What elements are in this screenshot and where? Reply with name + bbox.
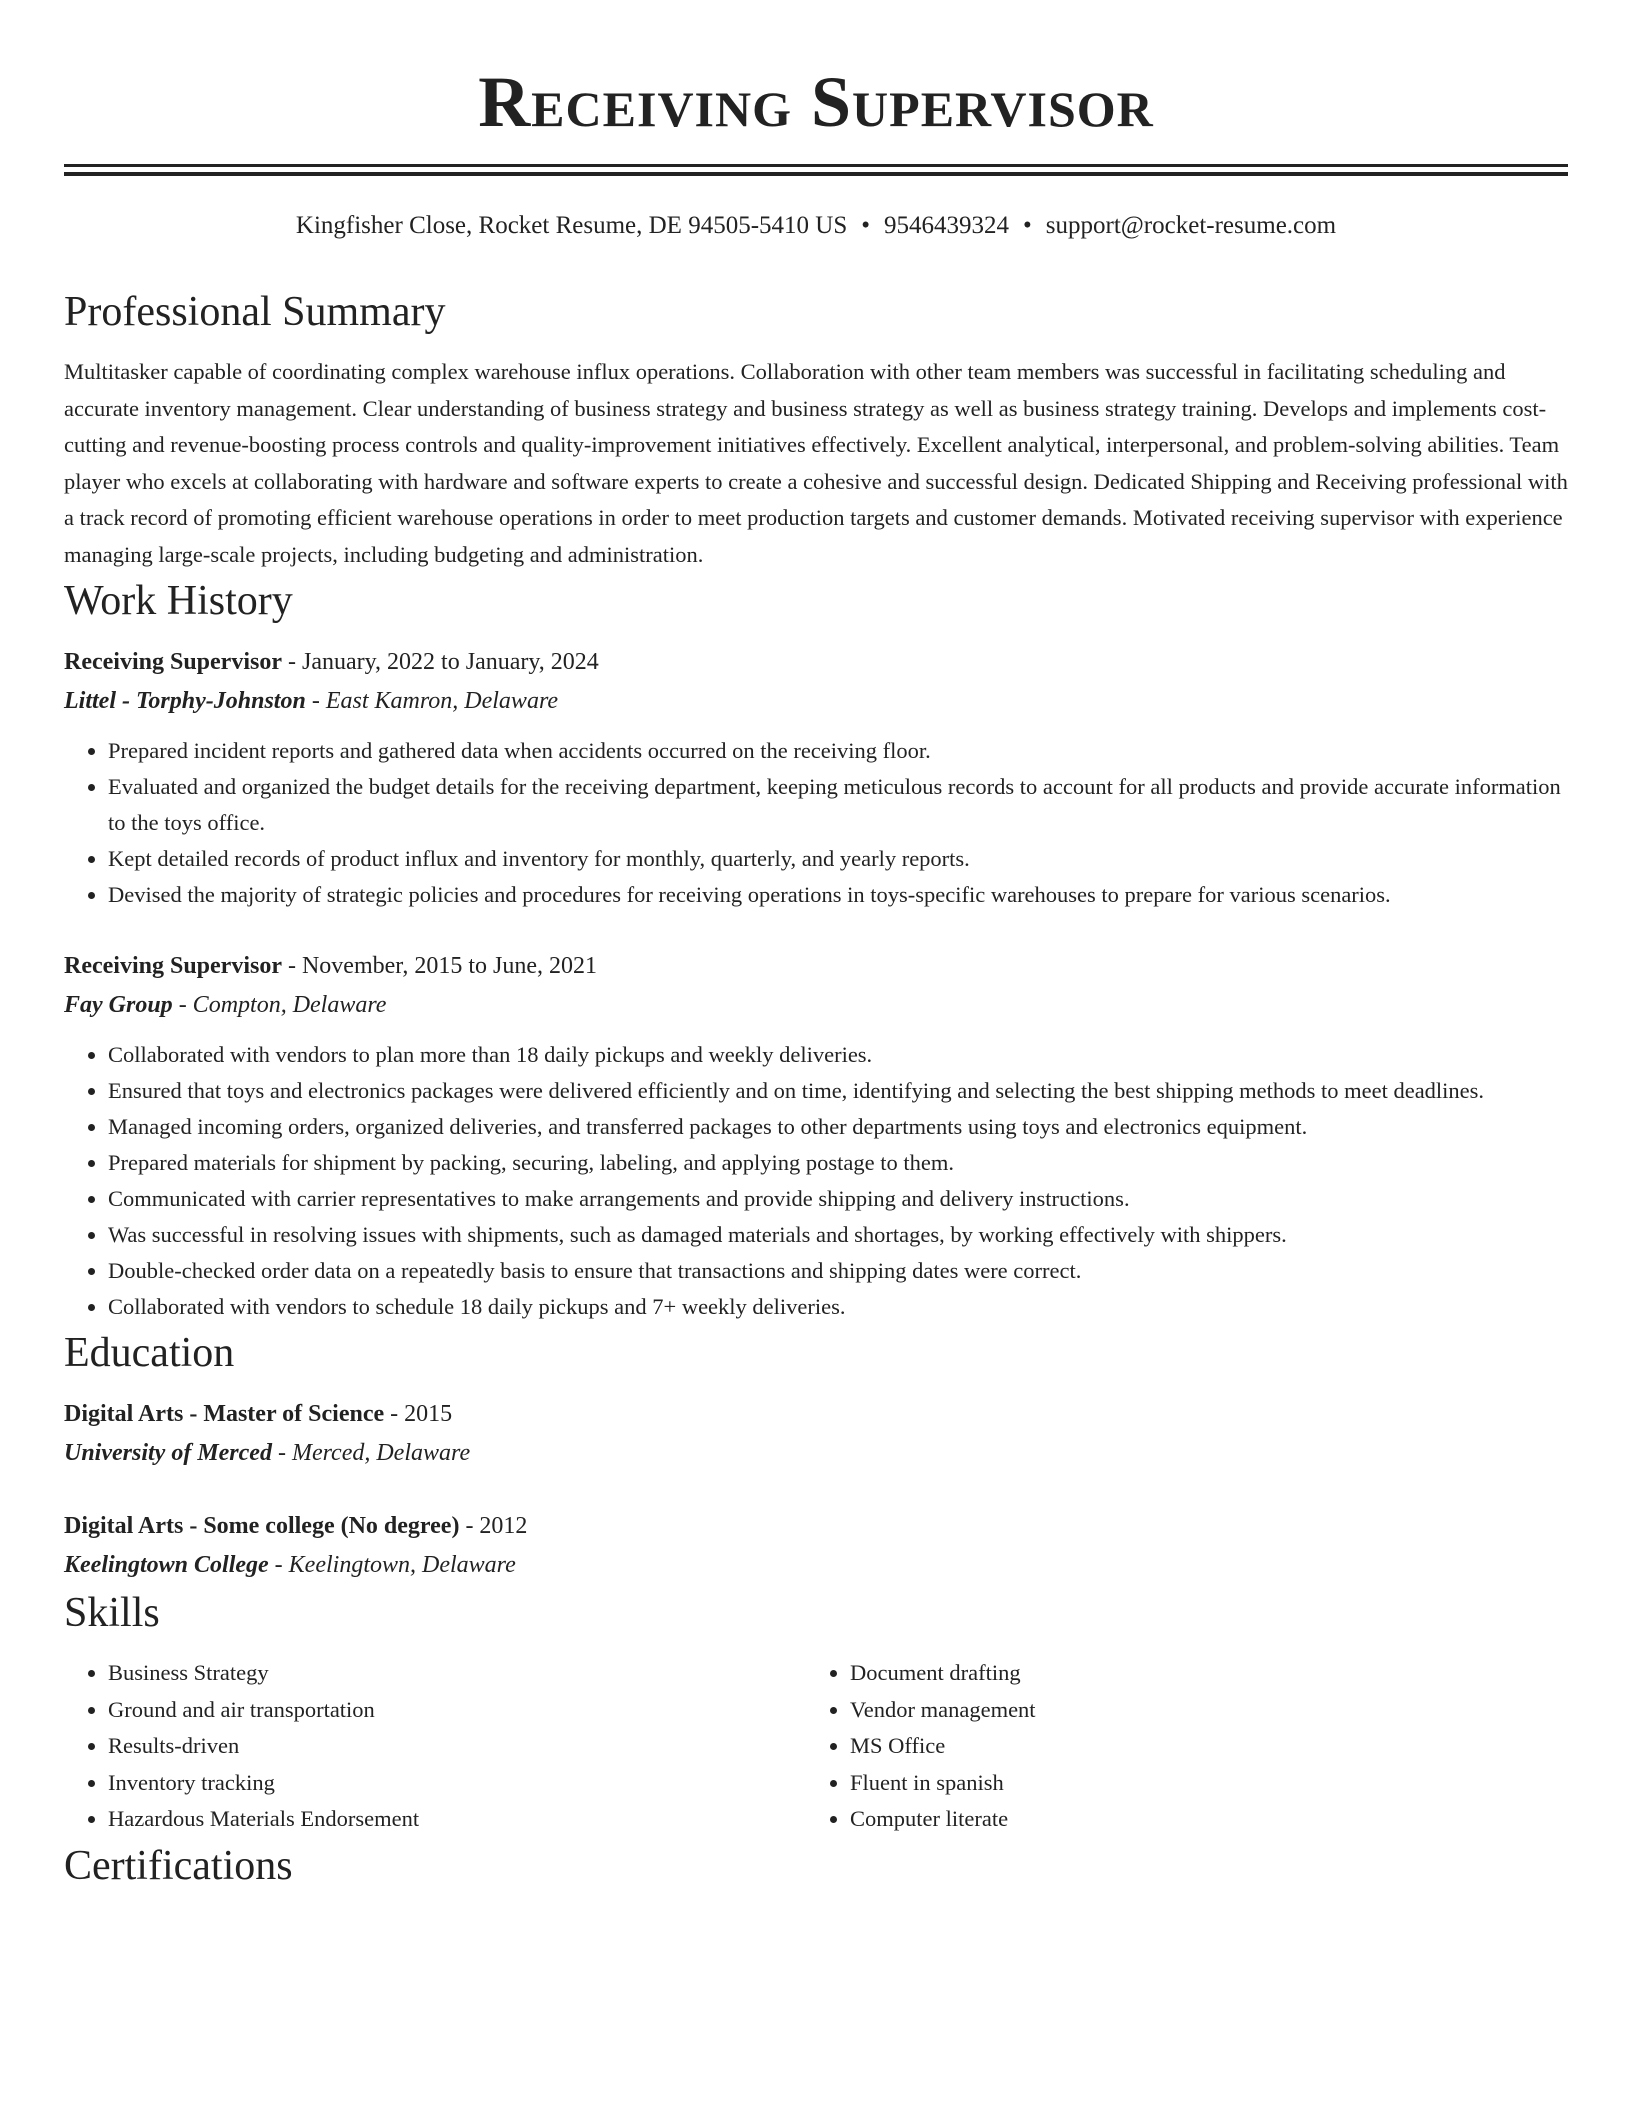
- education-year: - 2015: [384, 1401, 453, 1427]
- skill-item: • Document drafting: [850, 1655, 1550, 1692]
- skills-list-right: [806, 1655, 1550, 1838]
- job-title-line: [64, 643, 1568, 681]
- job-dates: - November, 2015 to June, 2021: [281, 953, 597, 979]
- job-company-line: [64, 681, 1568, 721]
- education-degree-line: [64, 1395, 1568, 1433]
- job-bullets: [64, 1037, 1568, 1325]
- job-role: Receiving Supervisor: [64, 649, 282, 675]
- skills-columns: [64, 1655, 1568, 1838]
- contact-line: [64, 210, 1568, 242]
- education-location: - Merced, Delaware: [271, 1440, 471, 1466]
- job-company: Fay Group: [64, 992, 173, 1018]
- education-school: University of Merced: [64, 1440, 272, 1466]
- job-bullet: • Communicated with carrier representatives to make arrangements and provide shipping and delivery instructions.: [108, 1181, 1568, 1217]
- job-bullet: • Prepared incident reports and gathered data when accidents occurred on the receiving floor.: [108, 733, 1568, 769]
- job-dates: - January, 2022 to January, 2024: [281, 649, 599, 675]
- education-school: Keelingtown College: [64, 1552, 269, 1578]
- skill-item: • MS Office: [850, 1728, 1550, 1765]
- skill-item: • Inventory tracking: [108, 1765, 806, 1802]
- contact-separator: •: [861, 212, 871, 239]
- summary-heading: Professional Summary: [64, 289, 446, 335]
- job-bullet: • Evaluated and organized the budget details for the receiving department, keeping meticulous records to account for all products and provide accurate information to the toys office.: [108, 769, 1568, 841]
- education-year: - 2012: [459, 1513, 528, 1539]
- job-bullet: • Double-checked order data on a repeatedly basis to ensure that transactions and shipping dates were correct.: [108, 1253, 1568, 1289]
- job-location: - East Kamron, Delaware: [305, 688, 559, 714]
- job-bullet: • Prepared materials for shipment by packing, securing, labeling, and applying postage to them.: [108, 1145, 1568, 1181]
- certifications-heading: Certifications: [64, 1842, 293, 1889]
- skills-heading: Skills: [64, 1590, 160, 1636]
- job-location: - Compton, Delaware: [172, 992, 387, 1018]
- job-bullets: [64, 733, 1568, 913]
- job-bullet: • Collaborated with vendors to schedule 18 daily pickups and 7+ weekly deliveries.: [108, 1289, 1568, 1325]
- skill-item: • Computer literate: [850, 1801, 1550, 1838]
- education-heading: Education: [64, 1330, 235, 1376]
- skill-item: • Fluent in spanish: [850, 1765, 1550, 1802]
- job-company: Littel - Torphy-Johnston: [64, 688, 306, 714]
- job-bullet: • Kept detailed records of product influx and inventory for monthly, quarterly, and yearly reports.: [108, 841, 1568, 877]
- skill-item: • Vendor management: [850, 1692, 1550, 1729]
- job-bullet: • Was successful in resolving issues with shipments, such as damaged materials and shortages, by working effectively with shippers.: [108, 1217, 1568, 1253]
- education-degree: Digital Arts - Some college (No degree): [64, 1513, 460, 1539]
- skill-item: • Hazardous Materials Endorsement: [108, 1801, 806, 1838]
- skills-list-left: [64, 1655, 806, 1838]
- job-entry: [64, 947, 1568, 1325]
- job-bullet: • Collaborated with vendors to plan more than 18 daily pickups and weekly deliveries.: [108, 1037, 1568, 1073]
- education-entry: [64, 1395, 1568, 1473]
- contact-separator: •: [1023, 212, 1032, 239]
- skill-item: • Results-driven: [108, 1728, 806, 1765]
- job-role: Receiving Supervisor: [64, 953, 282, 979]
- contact-email: support@rocket-resume.com: [1045, 212, 1337, 239]
- skill-item: • Ground and air transportation: [108, 1692, 806, 1729]
- education-location: - Keelingtown, Delaware: [268, 1552, 516, 1578]
- resume-content: [64, 0, 1568, 1894]
- contact-phone: 9546439324: [884, 212, 1010, 239]
- summary-text: Multitasker capable of coordinating complex warehouse influx operations. Collaboration with other team members was successful in facilitating scheduling and accurate inventory management. Clear understanding of business strategy and business strategy as well as business strategy training. Develops and implements cost-cutting and revenue-boosting process controls and quality-improvement initiatives effectively. Excellent analytical, interpersonal, and problem-solving abilities. Team player who excels at collaborating with hardware and software experts to create a cohesive and successful design. Dedicated Shipping and Receiving professional with a track record of promoting efficient warehouse operations in order to meet production targets and customer demands. Motivated receiving supervisor with experience managing large-scale projects, including budgeting and administration.: [64, 359, 1568, 567]
- education-entry: [64, 1507, 1568, 1585]
- education-school-line: [64, 1545, 1568, 1585]
- job-entry: [64, 643, 1568, 913]
- header-divider: [64, 164, 1568, 176]
- contact-address: Kingfisher Close, Rocket Resume, DE 94505-5410 US: [295, 212, 848, 239]
- education-school-line: [64, 1433, 1568, 1473]
- job-bullet: • Devised the majority of strategic policies and procedures for receiving operations in toys-specific warehouses to prepare for various scenarios.: [108, 877, 1568, 913]
- education-degree-line: [64, 1507, 1568, 1545]
- skill-item: • Business Strategy: [108, 1655, 806, 1692]
- education-degree: Digital Arts - Master of Science: [64, 1401, 385, 1427]
- job-company-line: [64, 985, 1568, 1025]
- job-title-line: [64, 947, 1568, 985]
- work-history-heading: Work History: [64, 578, 293, 624]
- job-bullet: • Ensured that toys and electronics packages were delivered efficiently and on time, identifying and selecting the best shipping methods to meet deadlines.: [108, 1073, 1568, 1109]
- resume-name: Receiving Supervisor: [478, 62, 1154, 142]
- job-bullet: • Managed incoming orders, organized deliveries, and transferred packages to other departments using toys and electronics equipment.: [108, 1109, 1568, 1145]
